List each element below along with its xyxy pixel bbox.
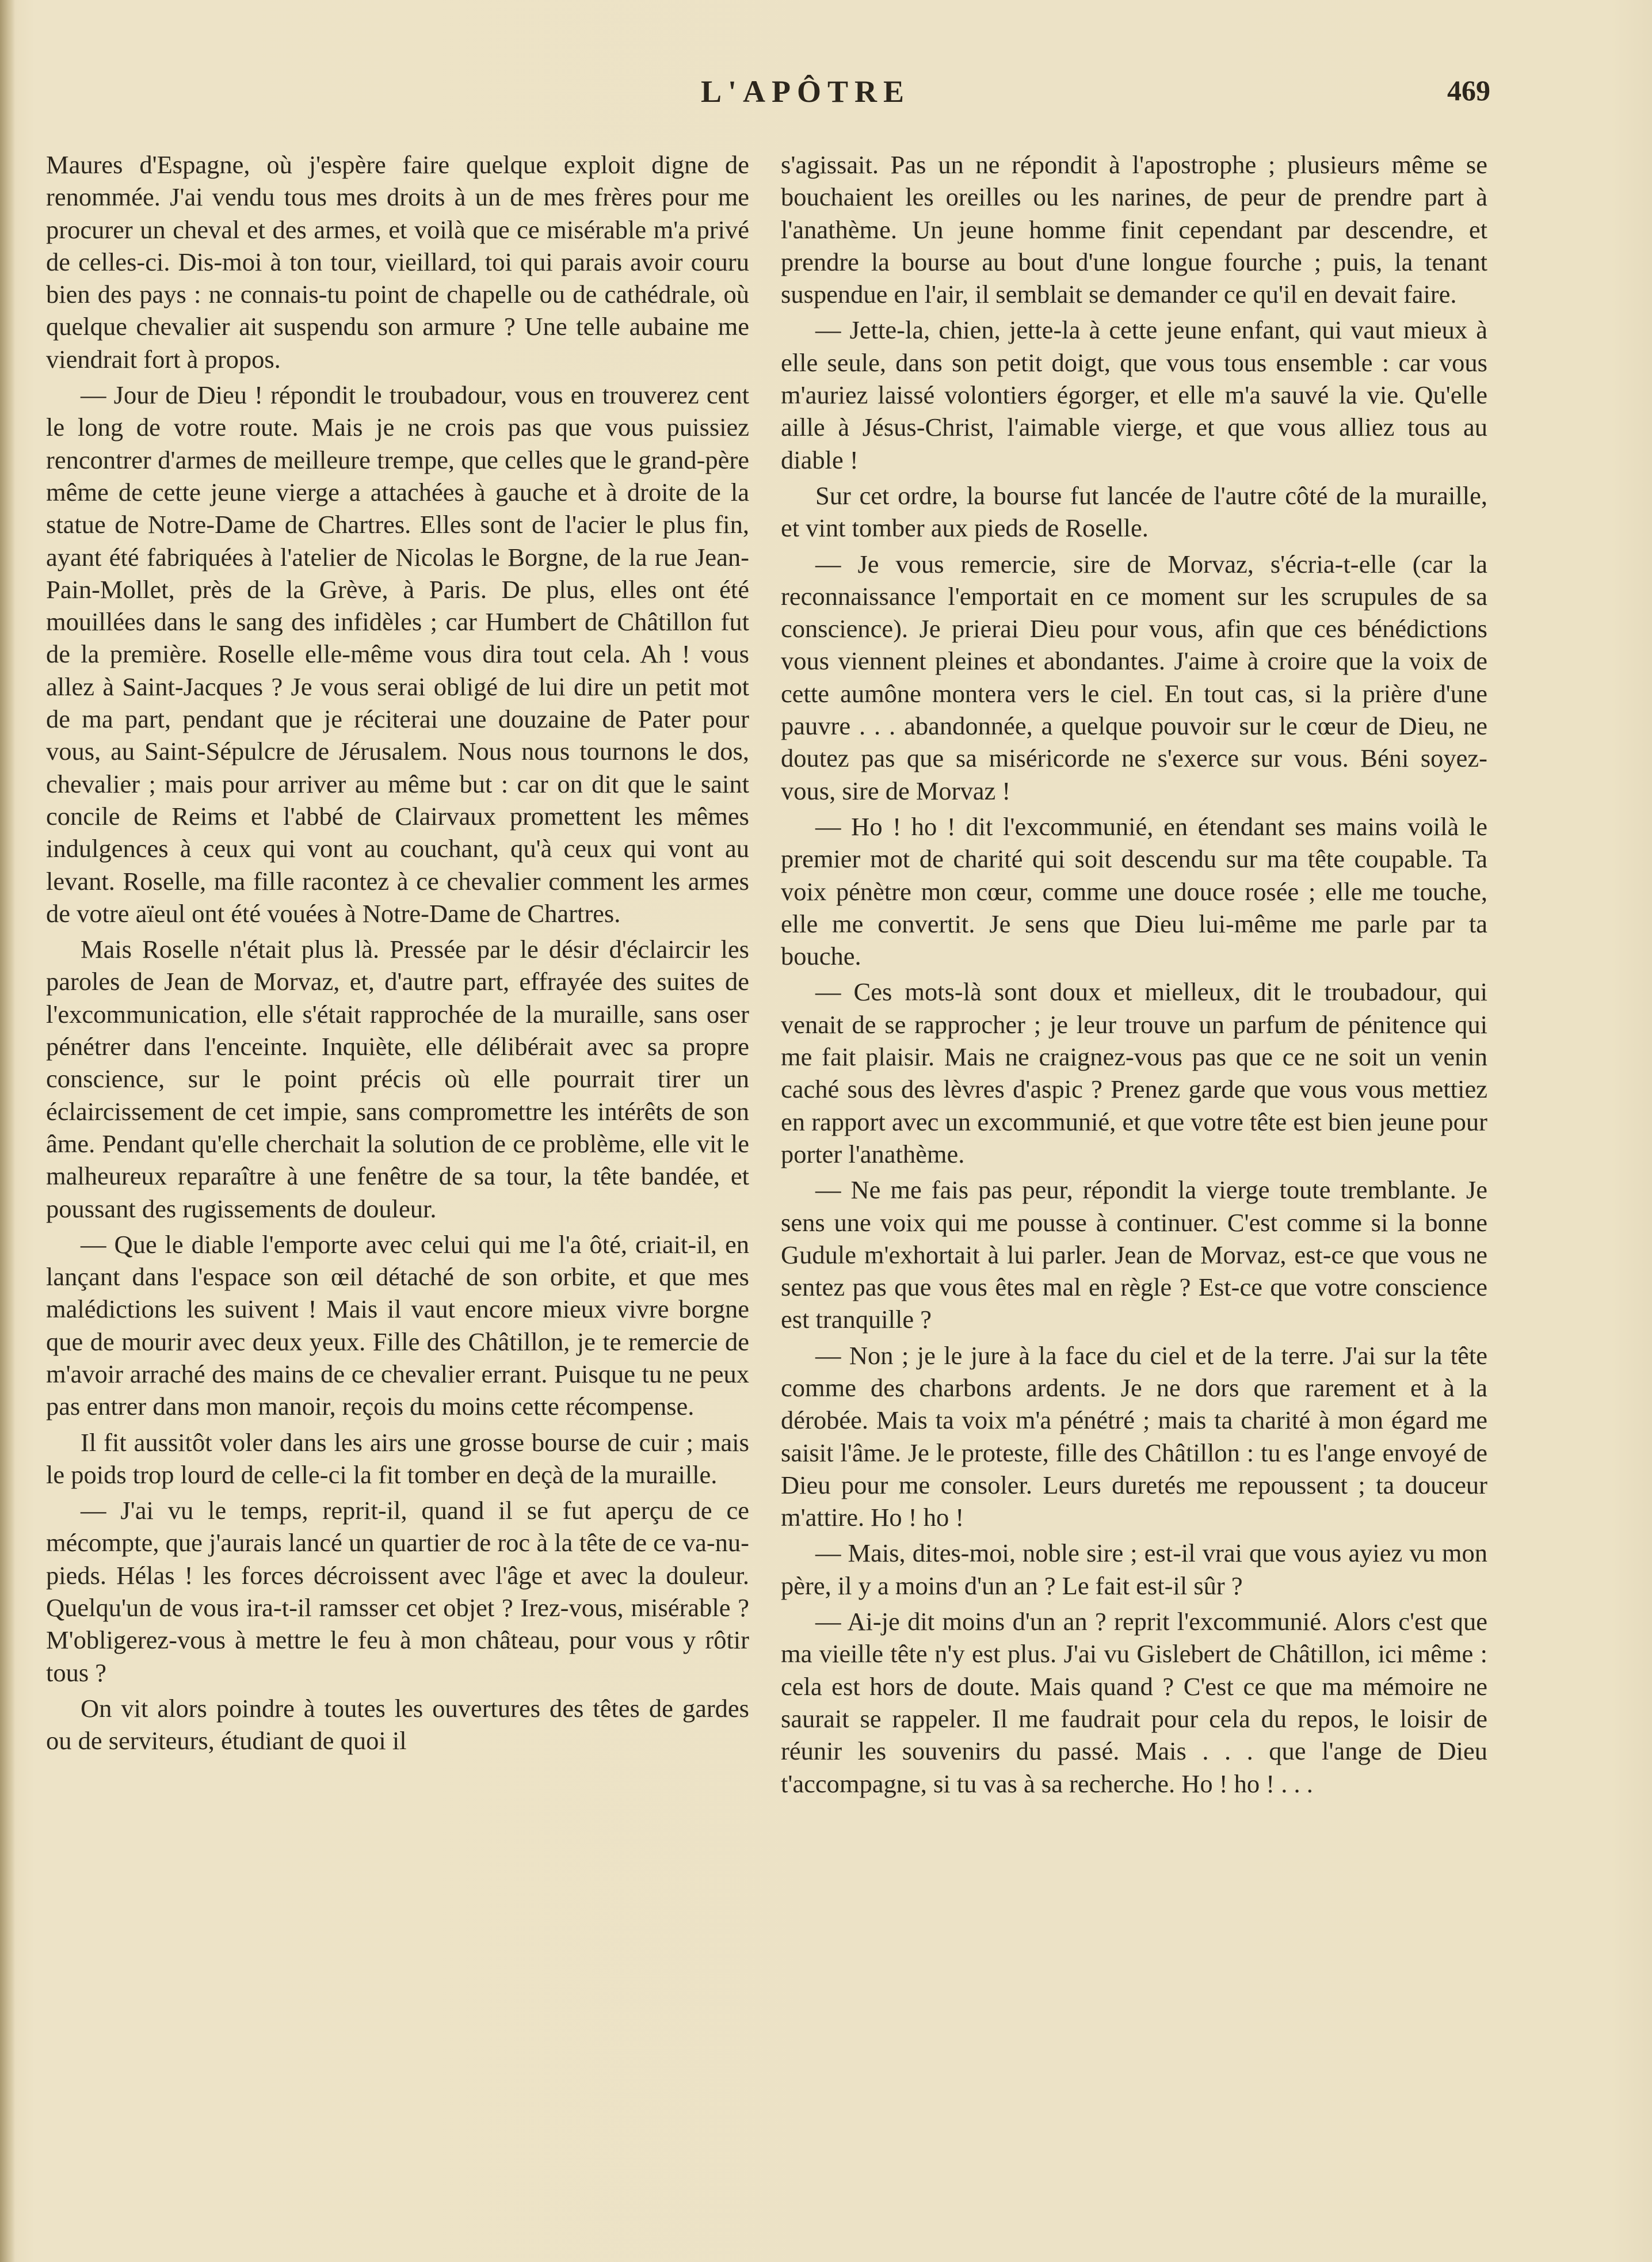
right-column	[781, 148, 1487, 1800]
paragraph: Sur cet ordre, la bourse fut lancée de l'autre côté de la muraille, et vint tomber aux pieds de Roselle.	[781, 481, 1487, 543]
paragraph: — Ho ! ho ! dit l'excommunié, en étendant ses mains voilà le premier mot de charité qui soit descendu sur ma tête coupable. Ta voix pénètre mon cœur, comme une douce rosée ; elle me touche, elle me convertit. Je sens que Dieu lui-même me parle par ta bouche.	[781, 812, 1487, 971]
paragraph: — Non ; je le jure à la face du ciel et de la terre. J'ai sur la tête comme des charbons ardents. Je ne dors que rarement et à la dérobée. Mais ta voix m'a pénétré ; mais ta charité à mon égard me saisit l'âme. Je le proteste, fille des Châtillon : tu es l'ange envoyé de Dieu pour me consoler. Leurs duretés me repoussent ; ta douceur m'attire. Ho ! ho !	[781, 1341, 1487, 1532]
paragraph: Il fit aussitôt voler dans les airs une grosse bourse de cuir ; mais le poids trop lourd de celle-ci la fit tomber en deçà de la muraille.	[46, 1427, 749, 1489]
paragraph: — Jette-la, chien, jette-la à cette jeune enfant, qui vaut mieux à elle seule, dans son petit doigt, que vous tous ensemble : car vous m'auriez laissé volontiers égorger, et elle m'a sauvé la vie. Qu'elle aille à Jésus-Christ, l'aimable vierge, et que vous alliez tous au diable !	[781, 315, 1487, 474]
paragraph: Mais Roselle n'était plus là. Pressée par le désir d'éclaircir les paroles de Jean de Morvaz, et, d'autre part, effrayée des suites de l'excommunication, elle s'était rapprochée de la muraille, sans oser pénétrer dans l'enceinte. Inquiète, elle délibérait avec sa propre conscience, sur le point précis où elle pourrait tirer un éclaircissement de cet impie, sans compromettre les intérêts de son âme. Pendant qu'elle cherchait la solution de ce problème, elle vit le malheureux reparaître à une fenêtre de sa tour, la tête bandée, et poussant des rugissements de douleur.	[46, 935, 749, 1223]
paragraph: — J'ai vu le temps, reprit-il, quand il se fut aperçu de ce mécompte, que j'aurais lancé un quartier de roc à la tête de ce va-nu-pieds. Hélas ! les forces décroissent avec l'âge et avec la douleur. Quelqu'un de vous ira-t-il ramsser cet objet ? Irez-vous, misérable ? M'obligerez-vous à mettre le feu à mon château, pour vous y rôtir tous ?	[46, 1496, 749, 1687]
paragraph: — Ces mots-là sont doux et mielleux, dit le troubadour, qui venait de se rapprocher ; je leur trouve un parfum de pénitence qui me fait plaisir. Mais ne craignez-vous pas que ce ne soit un venin caché sous des lèvres d'aspic ? Prenez garde que vous vous mettiez en rapport avec un excommunié, et que votre tête est bien jeune pour porter l'anathème.	[781, 977, 1487, 1168]
paragraph: — Jour de Dieu ! répondit le troubadour, vous en trouverez cent le long de votre route. Mais je ne crois pas que vous puissiez rencontrer d'armes de meilleure trempe, que celles que le grand-père même de cette jeune vierge a attachées à gauche et à droite de la statue de Notre-Dame de Chartres. Elles sont de l'acier le plus fin, ayant été fabriquées à l'atelier de Nicolas le Borgne, de la rue Jean-Pain-Mollet, près de la Grève, à Paris. De plus, elles ont été mouillées dans le sang des infidèles ; car Humbert de Châtillon fut de la première. Roselle elle-même vous dira tout cela. Ah ! vous allez à Saint-Jacques ? Je vous serai obligé de lui dire un petit mot de ma part, pendant que je réciterai une douzaine de Pater pour vous, au Saint-Sépulcre de Jérusalem. Nous nous tournons le dos, chevalier ; mais pour arriver au même but : car on dit que le saint concile de Reims et l'abbé de Clairvaux promettent les mêmes indulgences à ceux qui vont au couchant, qu'à ceux qui vont au levant. Roselle, ma fille racontez à ce chevalier comment les armes de votre aïeul ont été vouées à Notre-Dame de Chartres.	[46, 380, 749, 928]
page-binding-edge	[0, 0, 15, 2262]
paragraph: — Ne me fais pas peur, répondit la vierge toute tremblante. Je sens une voix qui me pousse à continuer. C'est comme si la bonne Gudule m'exhortait à lui parler. Jean de Morvaz, est-ce que vous ne sentez pas que vous êtes mal en règle ? Est-ce que votre conscience est tranquille ?	[781, 1175, 1487, 1334]
running-header	[0, 74, 1652, 120]
page-number: 469	[1447, 74, 1490, 106]
paragraph: s'agissait. Pas un ne répondit à l'apostrophe ; plusieurs même se bouchaient les oreilles ou les narines, de peur de prendre part à l'anathème. Un jeune homme finit cependant par descendre, et prendre la bourse au bout d'une longue fourche ; puis, la tenant suspendue en l'air, il semblait se demander ce qu'il en devait faire.	[781, 150, 1487, 309]
running-title: L'APÔTRE	[700, 74, 911, 109]
paragraph: — Que le diable l'emporte avec celui qui me l'a ôté, criait-il, en lançant dans l'espace son œil détaché de son orbite, et que mes malédictions les suivent ! Mais il vaut encore mieux vivre borgne que de mourir avec deux yeux. Fille des Châtillon, je te remercie de m'avoir arraché des mains de ce chevalier errant. Puisque tu ne peux pas entrer dans mon manoir, reçois du moins cette récompense.	[46, 1229, 749, 1421]
paragraph: — Mais, dites-moi, noble sire ; est-il vrai que vous ayiez vu mon père, il y a moins d'un an ? Le fait est-il sûr ?	[781, 1539, 1487, 1600]
left-column	[46, 148, 749, 1757]
paragraph: — Je vous remercie, sire de Morvaz, s'écria-t-elle (car la reconnaissance l'emportait en ce moment sur les scrupules de sa conscience). Je prierai Dieu pour vous, afin que ces bénédictions vous viennent pleines et abondantes. J'aime à croire que la voix de cette aumône montera vers le ciel. En tout cas, si la prière d'une pauvre . . . abandonnée, a quelque pouvoir sur le cœur de Dieu, ne doutez pas que sa miséricorde ne s'exerce sur vous. Béni soyez-vous, sire de Morvaz !	[781, 549, 1487, 805]
paragraph: — Ai-je dit moins d'un an ? reprit l'excommunié. Alors c'est que ma vieille tête n'y est plus. J'ai vu Gislebert de Châtillon, ici même : cela est hors de doute. Mais quand ? C'est ce que ma mémoire ne saurait se rappeler. Il me faudrait pour cela du repos, le loisir de réunir les souvenirs du passé. Mais . . . que l'ange de Dieu t'accompagne, si tu vas à sa recherche. Ho ! ho ! . . .	[781, 1607, 1487, 1798]
paragraph: On vit alors poindre à toutes les ouvertures des têtes de gardes ou de serviteurs, étudiant de quoi il	[46, 1693, 749, 1755]
paragraph: Maures d'Espagne, où j'espère faire quelque exploit digne de renommée. J'ai vendu tous mes droits à un de mes frères pour me procurer un cheval et des armes, et voilà que ce misérable m'a privé de celles-ci. Dis-moi à ton tour, vieillard, toi qui parais avoir couru bien des pays : ne connais-tu point de chapelle ou de cathédrale, où quelque chevalier ait suspendu son armure ? Une telle aubaine me viendrait fort à propos.	[46, 150, 749, 374]
